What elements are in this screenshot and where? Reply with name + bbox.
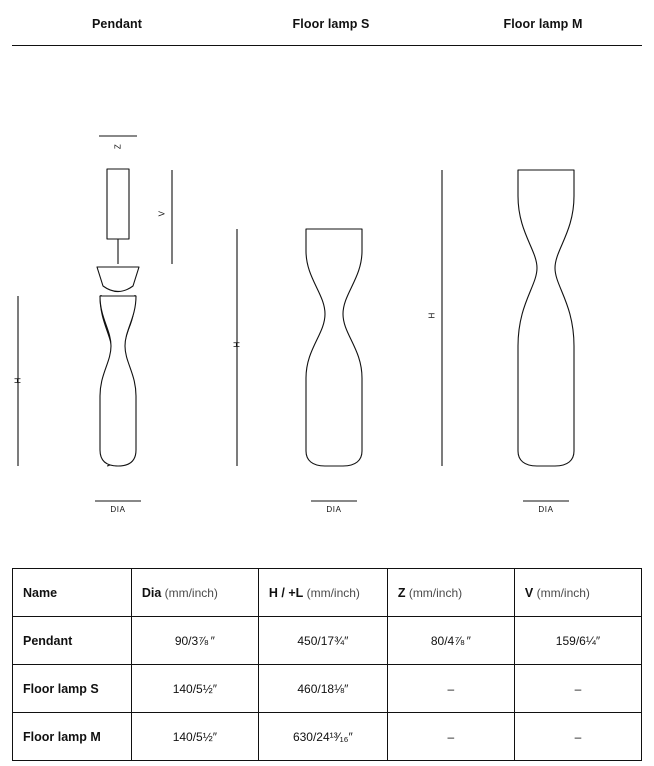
column-header-floor-lamp-m: Floor lamp M — [503, 17, 583, 31]
pendant-body-outline — [0, 46, 260, 554]
floor-lamp-s-dia-label: DIA — [326, 505, 342, 514]
floor-lamp-s-h-label: H — [232, 341, 242, 348]
column-header-floor-lamp-s: Floor lamp S — [292, 17, 370, 31]
row-floor-lamp-s-h: 460/18⅛″ — [258, 665, 387, 713]
row-floor-lamp-m-v: – — [514, 713, 641, 761]
row-pendant-dia: 90/3⅞ ″ — [131, 617, 258, 665]
floor-lamp-m-h-label: H — [427, 312, 437, 319]
row-floor-lamp-s-v: – — [514, 665, 641, 713]
table-header-h-text: H / +L — [268, 585, 304, 600]
row-name-floor-lamp-m: Floor lamp M — [13, 713, 132, 761]
row-name-floor-lamp-s: Floor lamp S — [13, 665, 132, 713]
table-header-name-text: Name — [23, 585, 58, 600]
row-floor-lamp-s-z: – — [387, 665, 514, 713]
floor-lamp-s-drawing — [225, 46, 445, 554]
table-header-row — [13, 569, 642, 617]
row-pendant-v: 159/6¼″ — [514, 617, 641, 665]
row-floor-lamp-m-h: 630/24¹³⁄₁₆″ — [258, 713, 387, 761]
pendant-z-label: Z — [113, 143, 123, 150]
table-header-v-text: V — [524, 585, 534, 600]
table-header-dia — [131, 569, 258, 617]
floor-lamp-m-drawing — [434, 46, 654, 554]
row-pendant-z: 80/4⅞ ″ — [387, 617, 514, 665]
table-header-dia-unit: (mm/inch) — [161, 585, 218, 600]
pendant-v-label: V — [157, 210, 167, 217]
column-header-pendant: Pendant — [91, 17, 142, 31]
table-header-v-unit: (mm/inch) — [533, 585, 590, 600]
table-row — [13, 617, 642, 665]
table-header-z — [387, 569, 514, 617]
column-header-row — [0, 0, 654, 46]
table-header-z-text: Z — [397, 585, 406, 600]
table-header-v — [514, 569, 641, 617]
table-header-dia-text: Dia — [141, 585, 162, 600]
row-floor-lamp-s-dia: 140/5½″ — [131, 665, 258, 713]
table-row — [13, 665, 642, 713]
row-floor-lamp-m-dia: 140/5½″ — [131, 713, 258, 761]
technical-drawings — [0, 46, 654, 554]
row-name-pendant: Pendant — [13, 617, 132, 665]
table-row — [13, 713, 642, 761]
table-header-z-unit: (mm/inch) — [405, 585, 463, 600]
specifications-table — [12, 568, 642, 761]
table-header-name — [13, 569, 132, 617]
row-floor-lamp-m-z: – — [387, 713, 514, 761]
table-header-h-unit: (mm/inch) — [303, 585, 360, 600]
pendant-h-label: H — [13, 377, 23, 384]
floor-lamp-m-dia-label: DIA — [538, 505, 554, 514]
table-header-h — [258, 569, 387, 617]
pendant-dia-label: DIA — [110, 505, 126, 514]
row-pendant-h: 450/17¾″ — [258, 617, 387, 665]
